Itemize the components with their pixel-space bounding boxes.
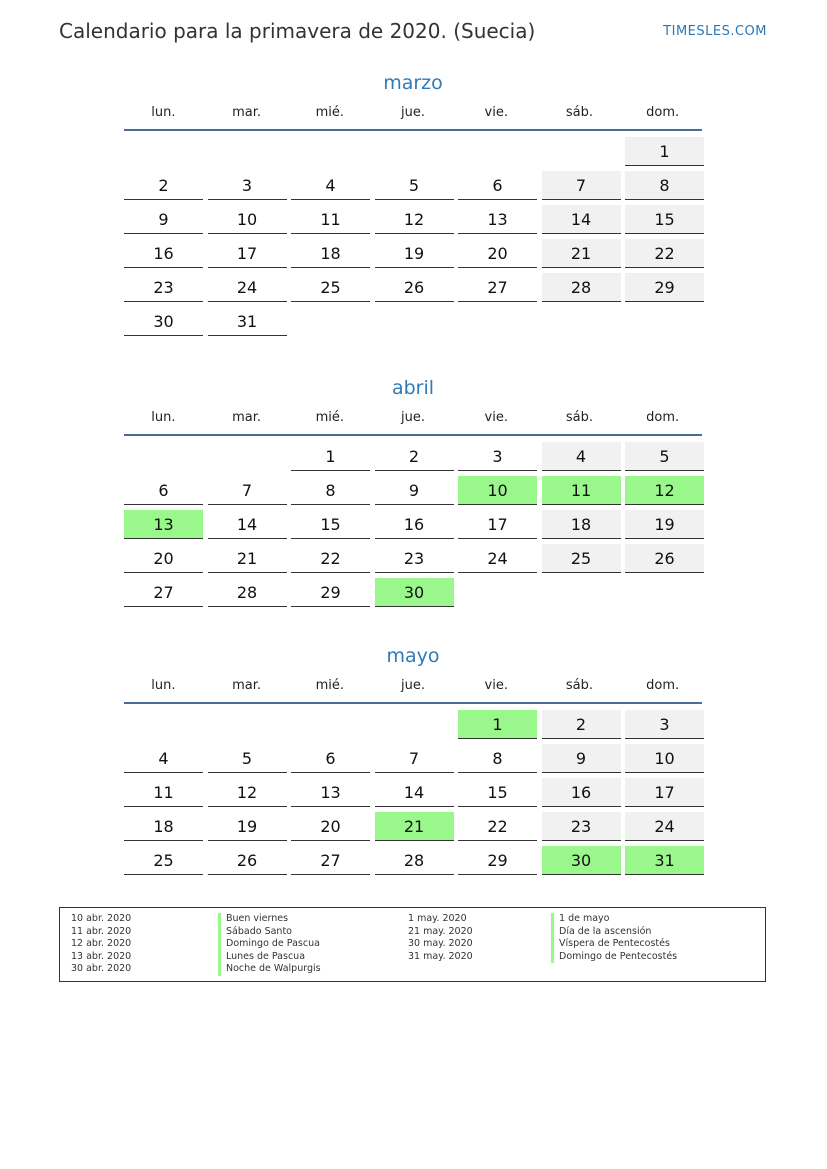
empty-cell [124, 137, 203, 166]
day-grid [124, 137, 702, 336]
day-cell[interactable]: 28 [208, 578, 287, 607]
weekday-label: mié. [315, 105, 344, 120]
day-cell[interactable]: 12 [625, 476, 704, 505]
day-cell[interactable]: 17 [625, 778, 704, 807]
weekday-header [124, 105, 702, 129]
day-cell[interactable]: 22 [625, 239, 704, 268]
weekday-label: jue. [401, 105, 425, 120]
day-cell[interactable]: 14 [542, 205, 621, 234]
day-cell[interactable]: 15 [291, 510, 370, 539]
day-cell[interactable]: 8 [458, 744, 537, 773]
day-cell[interactable]: 15 [625, 205, 704, 234]
empty-cell [208, 137, 287, 166]
day-cell[interactable]: 30 [124, 307, 203, 336]
month-may [124, 643, 702, 875]
weekday-label: dom. [646, 410, 680, 425]
empty-cell [291, 137, 370, 166]
header-rule [124, 702, 702, 704]
day-cell[interactable]: 11 [291, 205, 370, 234]
weekday-label: mié. [315, 678, 344, 693]
legend-holiday-name: Día de la ascensión [551, 926, 677, 939]
day-cell[interactable]: 7 [208, 476, 287, 505]
empty-cell [124, 442, 203, 471]
legend-date: 31 may. 2020 [408, 950, 473, 962]
day-cell[interactable]: 5 [375, 171, 454, 200]
legend-date: 10 abr. 2020 [71, 913, 132, 924]
day-cell[interactable]: 5 [208, 744, 287, 773]
day-grid [124, 442, 702, 607]
empty-cell [124, 710, 203, 739]
day-cell[interactable]: 1 [291, 442, 370, 471]
legend-right-names [551, 913, 677, 963]
day-cell[interactable]: 27 [291, 846, 370, 875]
day-cell[interactable]: 31 [625, 846, 704, 875]
day-cell[interactable]: 4 [542, 442, 621, 471]
weekday-label: vie. [484, 678, 508, 693]
legend-holiday-name: Víspera de Pentecostés [551, 938, 677, 951]
day-cell[interactable]: 10 [208, 205, 287, 234]
legend-holiday-name: 1 de mayo [551, 913, 677, 926]
day-cell[interactable]: 4 [291, 171, 370, 200]
day-cell[interactable]: 17 [458, 510, 537, 539]
day-cell[interactable]: 25 [291, 273, 370, 302]
weekday-label: mar. [232, 678, 262, 693]
day-cell[interactable]: 12 [375, 205, 454, 234]
weekday-label: mié. [315, 410, 344, 425]
day-cell[interactable]: 28 [542, 273, 621, 302]
day-cell[interactable]: 29 [291, 578, 370, 607]
day-cell[interactable]: 13 [124, 510, 203, 539]
day-cell[interactable]: 8 [291, 476, 370, 505]
legend-holiday-name: Domingo de Pentecostés [551, 951, 677, 964]
day-cell[interactable]: 24 [458, 544, 537, 573]
day-cell[interactable]: 26 [625, 544, 704, 573]
weekday-label: vie. [484, 105, 508, 120]
legend-holiday-name: Buen viernes [218, 913, 321, 926]
day-cell[interactable]: 28 [375, 846, 454, 875]
day-cell[interactable]: 23 [375, 544, 454, 573]
day-cell[interactable]: 10 [625, 744, 704, 773]
weekday-label: sáb. [565, 678, 594, 693]
day-cell[interactable]: 16 [542, 778, 621, 807]
day-cell[interactable]: 16 [375, 510, 454, 539]
day-cell[interactable]: 15 [458, 778, 537, 807]
legend-date: 13 abr. 2020 [71, 950, 132, 962]
weekday-label: mar. [232, 410, 262, 425]
day-cell[interactable]: 11 [124, 778, 203, 807]
month-april [124, 375, 702, 607]
day-cell[interactable]: 10 [458, 476, 537, 505]
weekday-label: mar. [232, 105, 262, 120]
legend-holiday-name: Lunes de Pascua [218, 951, 321, 964]
weekday-label: lun. [151, 105, 176, 120]
weekday-label: vie. [484, 410, 508, 425]
day-cell[interactable]: 8 [625, 171, 704, 200]
day-grid [124, 710, 702, 875]
day-cell[interactable]: 22 [291, 544, 370, 573]
legend-left-dates [71, 913, 131, 976]
day-cell[interactable]: 19 [625, 510, 704, 539]
day-cell[interactable]: 21 [375, 812, 454, 841]
day-cell[interactable]: 6 [458, 171, 537, 200]
day-cell[interactable]: 30 [375, 578, 454, 607]
legend-holiday-name: Noche de Walpurgis [218, 963, 321, 976]
day-cell[interactable]: 25 [542, 544, 621, 573]
day-cell[interactable]: 1 [625, 137, 704, 166]
month-title: mayo [386, 645, 440, 667]
day-cell[interactable]: 4 [124, 744, 203, 773]
weekday-header [124, 678, 702, 702]
legend-holiday-name: Domingo de Pascua [218, 938, 321, 951]
month-march [124, 70, 702, 336]
weekday-label: dom. [646, 105, 680, 120]
day-cell[interactable]: 30 [542, 846, 621, 875]
day-cell[interactable]: 26 [375, 273, 454, 302]
day-cell[interactable]: 22 [458, 812, 537, 841]
day-cell[interactable]: 11 [542, 476, 621, 505]
day-cell[interactable]: 16 [124, 239, 203, 268]
day-cell[interactable]: 25 [124, 846, 203, 875]
holiday-legend [59, 907, 766, 982]
day-cell[interactable]: 18 [291, 239, 370, 268]
empty-cell [375, 710, 454, 739]
day-cell[interactable]: 13 [458, 205, 537, 234]
legend-date: 12 abr. 2020 [71, 938, 132, 950]
day-cell[interactable]: 3 [458, 442, 537, 471]
day-cell[interactable]: 9 [124, 205, 203, 234]
weekday-label: lun. [151, 410, 176, 425]
day-cell[interactable]: 29 [458, 846, 537, 875]
empty-cell [208, 710, 287, 739]
weekday-header [124, 410, 702, 434]
weekday-label: sáb. [565, 105, 594, 120]
weekday-label: jue. [401, 678, 425, 693]
day-cell[interactable]: 3 [208, 171, 287, 200]
day-cell[interactable]: 2 [542, 710, 621, 739]
day-cell[interactable]: 19 [208, 812, 287, 841]
day-cell[interactable]: 2 [124, 171, 203, 200]
day-cell[interactable]: 31 [208, 307, 287, 336]
day-cell[interactable]: 9 [542, 744, 621, 773]
legend-date: 30 may. 2020 [408, 938, 473, 950]
day-cell[interactable]: 7 [542, 171, 621, 200]
day-cell[interactable]: 14 [208, 510, 287, 539]
legend-date: 1 may. 2020 [408, 913, 467, 924]
legend-date: 21 may. 2020 [408, 925, 473, 937]
day-cell[interactable]: 1 [458, 710, 537, 739]
legend-holiday-name: Sábado Santo [218, 926, 321, 939]
empty-cell [458, 137, 537, 166]
legend-date: 30 abr. 2020 [71, 963, 132, 975]
empty-cell [542, 137, 621, 166]
legend-right-dates [408, 913, 473, 963]
day-cell[interactable]: 21 [208, 544, 287, 573]
day-cell[interactable]: 23 [542, 812, 621, 841]
day-cell[interactable]: 9 [375, 476, 454, 505]
day-cell[interactable]: 19 [375, 239, 454, 268]
weekday-label: dom. [646, 678, 680, 693]
day-cell[interactable]: 12 [208, 778, 287, 807]
page-title: Calendario para la primavera de 2020. (Suecia) [59, 19, 536, 43]
day-cell[interactable]: 2 [375, 442, 454, 471]
weekday-label: sáb. [565, 410, 594, 425]
day-cell[interactable]: 13 [291, 778, 370, 807]
day-cell[interactable]: 21 [542, 239, 621, 268]
legend-date: 11 abr. 2020 [71, 925, 132, 937]
day-cell[interactable]: 20 [124, 544, 203, 573]
brand-logo[interactable]: TIMESLES.COM [663, 24, 767, 39]
day-cell[interactable]: 29 [625, 273, 704, 302]
weekday-label: lun. [151, 678, 176, 693]
day-cell[interactable]: 23 [124, 273, 203, 302]
day-cell[interactable]: 6 [124, 476, 203, 505]
weekday-label: jue. [401, 410, 425, 425]
day-cell[interactable]: 17 [208, 239, 287, 268]
day-cell[interactable]: 5 [625, 442, 704, 471]
empty-cell [291, 710, 370, 739]
day-cell[interactable]: 3 [625, 710, 704, 739]
day-cell[interactable]: 6 [291, 744, 370, 773]
legend-left-names [218, 913, 321, 976]
header-rule [124, 129, 702, 131]
month-title: marzo [383, 72, 443, 94]
day-cell[interactable]: 20 [458, 239, 537, 268]
header-rule [124, 434, 702, 436]
day-cell[interactable]: 27 [124, 578, 203, 607]
day-cell[interactable]: 24 [208, 273, 287, 302]
empty-cell [208, 442, 287, 471]
day-cell[interactable]: 20 [291, 812, 370, 841]
day-cell[interactable]: 24 [625, 812, 704, 841]
day-cell[interactable]: 14 [375, 778, 454, 807]
day-cell[interactable]: 18 [542, 510, 621, 539]
day-cell[interactable]: 26 [208, 846, 287, 875]
empty-cell [375, 137, 454, 166]
day-cell[interactable]: 27 [458, 273, 537, 302]
day-cell[interactable]: 7 [375, 744, 454, 773]
day-cell[interactable]: 18 [124, 812, 203, 841]
month-title: abril [391, 377, 435, 399]
